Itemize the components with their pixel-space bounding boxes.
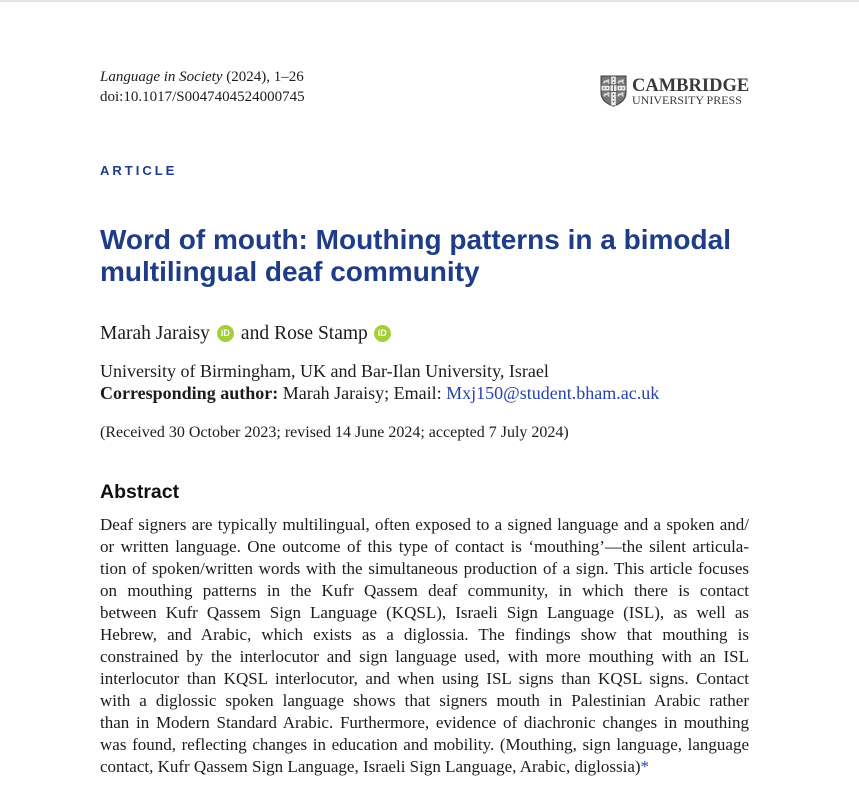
footnote-marker-link[interactable]: * — [640, 757, 650, 776]
page-top-edge — [0, 0, 859, 2]
abstract-heading: Abstract — [100, 481, 180, 503]
author-list — [100, 322, 391, 346]
author-joiner: and — [240, 323, 270, 344]
abstract-line: or written language. One outcome of this type of contact is ‘mouthing’—the silent articula- — [100, 537, 749, 556]
corresponding-author-text: Marah Jaraisy; Email: — [282, 383, 442, 403]
journal-name: Language in Society — [100, 69, 223, 85]
abstract-line: Deaf signers are typically multilingual, often exposed to a signed language and a spoken and/ — [100, 515, 749, 534]
abstract-line-last — [100, 756, 749, 778]
author-info — [100, 360, 659, 404]
shield-book — [610, 84, 618, 91]
corresponding-author-label: Corresponding author: — [100, 383, 279, 403]
author-name: Marah Jaraisy — [100, 323, 210, 344]
article-type-label: ARTICLE — [100, 163, 178, 178]
article-title-line: multilingual deaf community — [100, 256, 480, 287]
abstract-line: than in Modern Standard Arabic. Furthermore, evidence of diachronic changes in mouthing — [100, 713, 749, 732]
corresponding-author — [100, 382, 659, 404]
journal-issue: (2024), 1–26 — [226, 69, 304, 85]
cambridge-shield-icon — [600, 75, 627, 107]
author-name: Rose Stamp — [274, 323, 368, 344]
abstract-line: on mouthing patterns in the Kufr Qassem deaf community, in which there is contact — [100, 581, 749, 600]
journal-citation — [100, 67, 305, 87]
abstract-line: between Kufr Qassem Sign Language (KQSL), Israeli Sign Language (ISL), as well as — [100, 603, 749, 622]
article-title — [100, 224, 731, 288]
journal-header — [100, 67, 305, 107]
abstract-line: interlocutor than KQSL interlocutor, and when using ISL signs than KQSL signs. Contact — [100, 669, 749, 688]
email-link[interactable]: Mxj150@student.bham.ac.uk — [446, 383, 660, 403]
abstract-line: tion of spoken/written words with the simultaneous production of a sign. This article focuses — [100, 559, 749, 578]
abstract-line: with a diglossic spoken language shows that signers mouth in Palestinian Arabic rather — [100, 691, 749, 710]
abstract-body — [100, 514, 749, 778]
publisher-name-line2: UNIVERSITY PRESS — [632, 93, 742, 107]
article-title-line: Word of mouth: Mouthing patterns in a bimodal — [100, 224, 731, 255]
orcid-icon[interactable]: iD — [374, 325, 391, 342]
doi: doi:10.1017/S0047404524000745 — [100, 89, 305, 105]
abstract-line: constrained by the interlocutor and sign language used, with more mouthing with an ISL — [100, 647, 749, 666]
publisher-logo — [600, 74, 754, 108]
orcid-icon[interactable]: iD — [217, 325, 234, 342]
abstract-line-text: contact, Kufr Qassem Sign Language, Israeli Sign Language, Arabic, diglossia) — [100, 757, 641, 776]
affiliation: University of Birmingham, UK and Bar-Ilan University, Israel — [100, 361, 549, 381]
publisher-name-line1: CAMBRIDGE — [632, 76, 750, 96]
abstract-line: Hebrew, and Arabic, which exists as a diglossia. The findings show that mouthing is — [100, 625, 749, 644]
submission-history: (Received 30 October 2023; revised 14 June 2024; accepted 7 July 2024) — [100, 424, 569, 441]
abstract-line: was found, reflecting changes in education and mobility. (Mouthing, sign language, language — [100, 735, 749, 754]
